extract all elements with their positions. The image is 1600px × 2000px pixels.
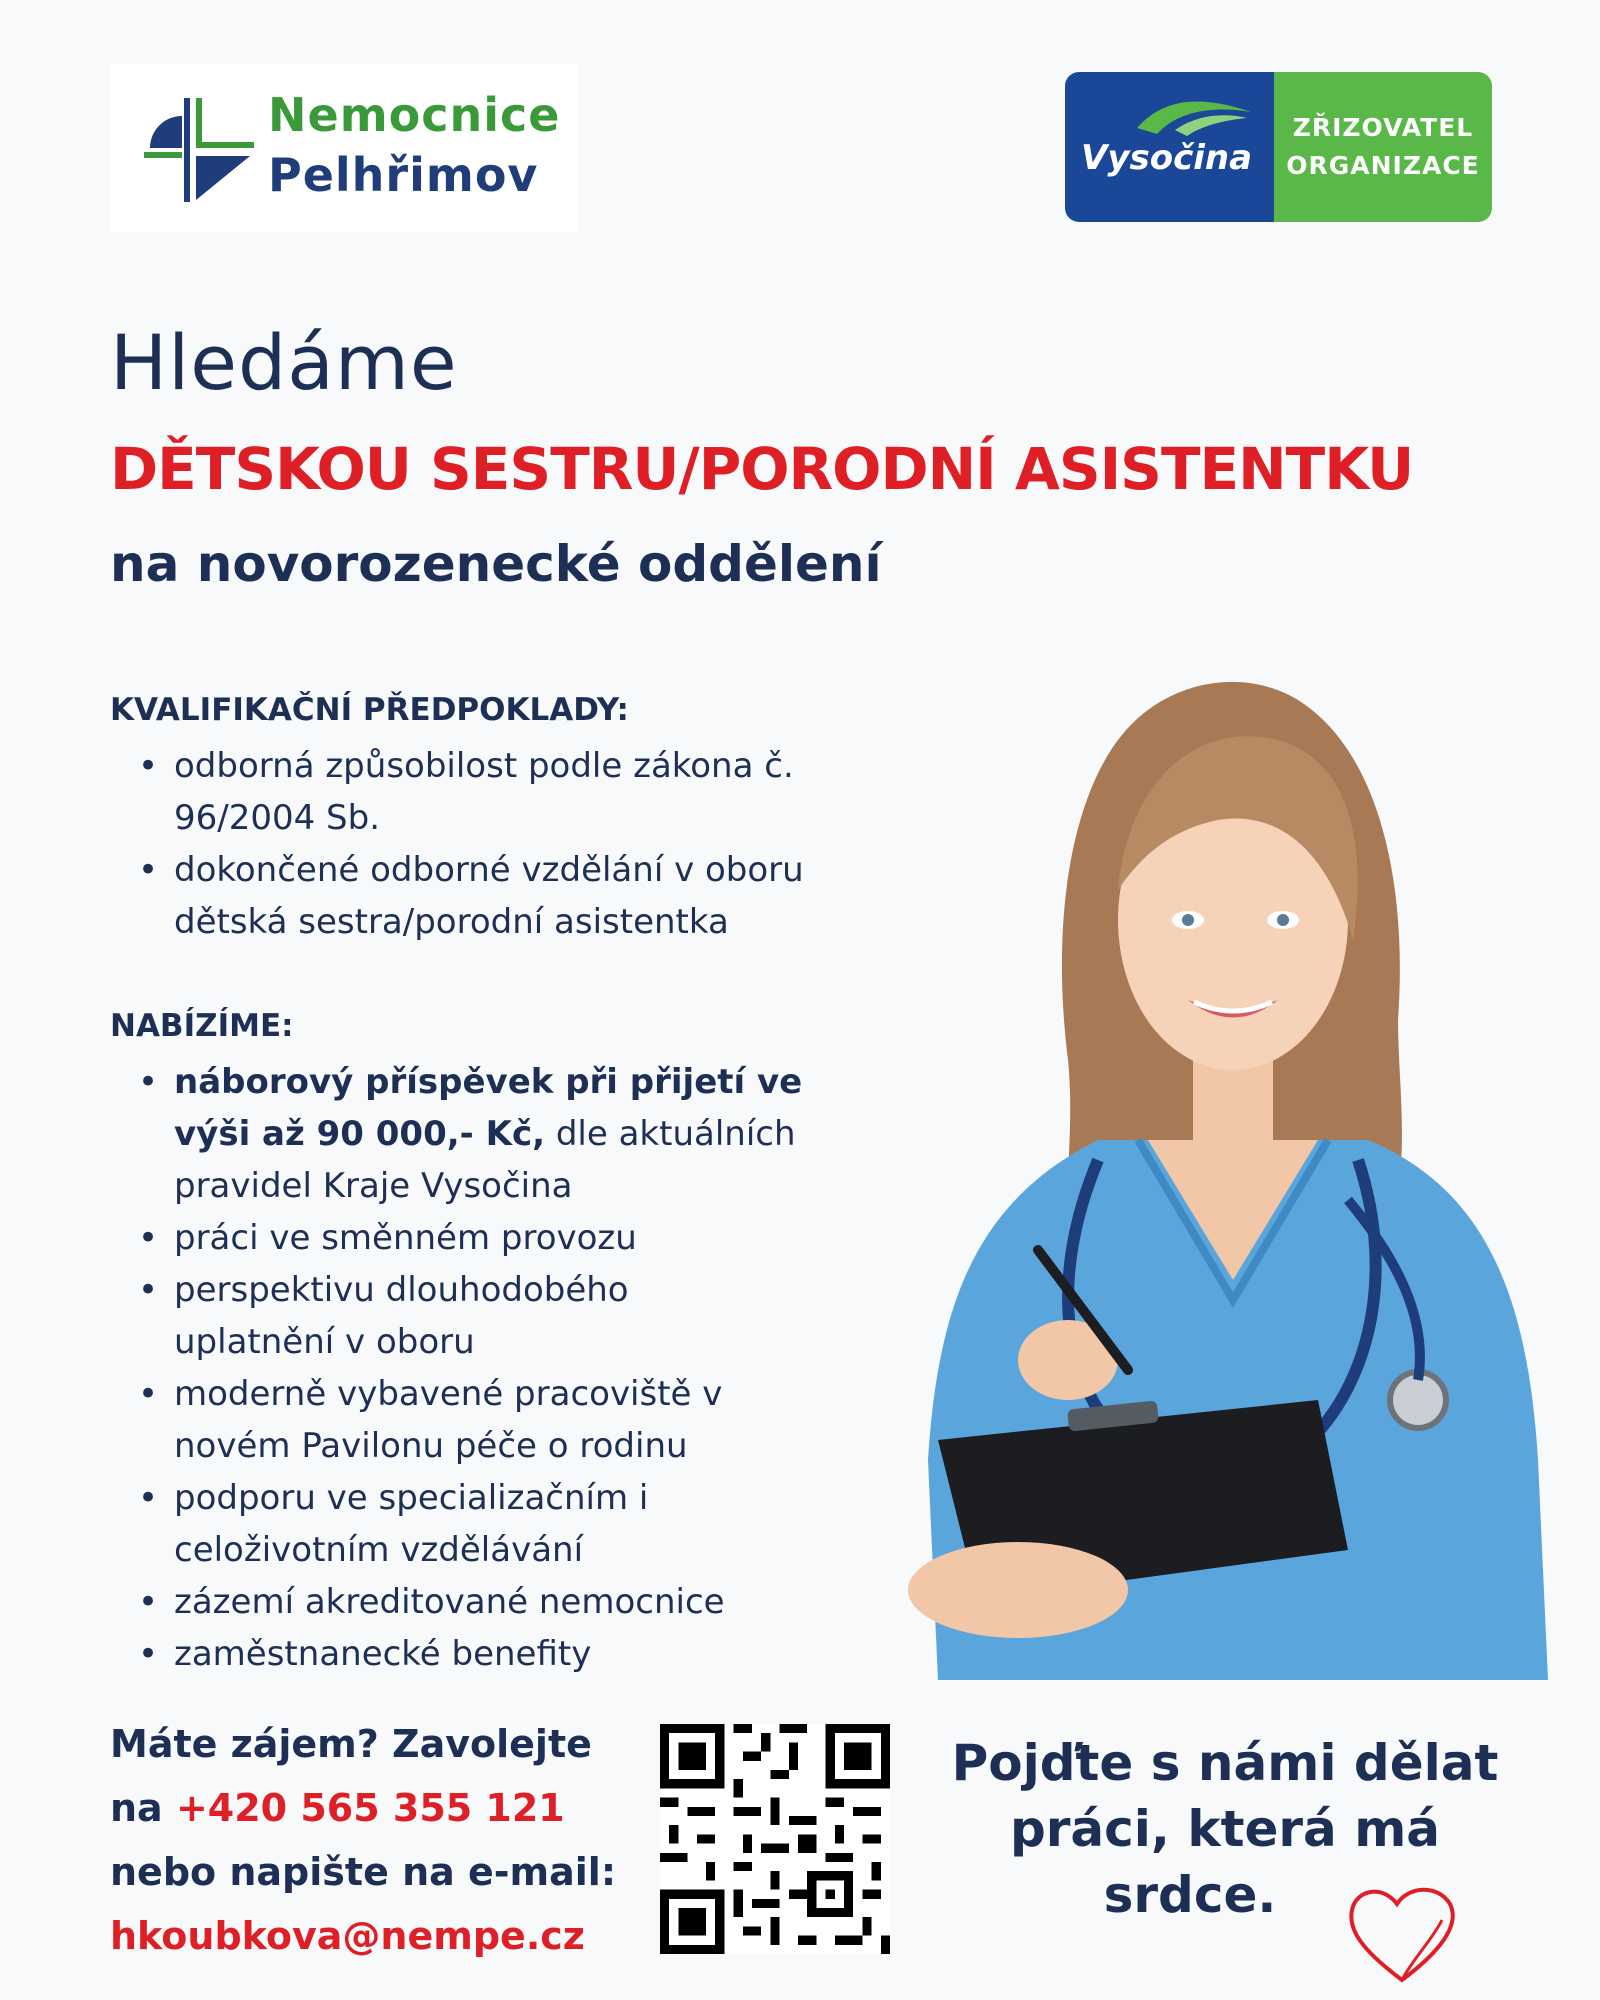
list-item <box>110 740 930 844</box>
nemocnice-pelhrimov-logo <box>110 64 577 232</box>
headline-intro: Hledáme <box>110 318 458 407</box>
contact-info <box>110 1712 670 1968</box>
email-link[interactable]: hkoubkova@nempe.cz <box>110 1914 585 1958</box>
list-item <box>110 1576 890 1628</box>
list-item-line: dle aktuálních <box>545 1114 796 1154</box>
vysocina-founder-logo <box>1065 72 1492 222</box>
list-item-line: novém Pavilonu péče o rodinu <box>174 1426 688 1466</box>
vysocina-brand-panel <box>1065 72 1274 222</box>
hospital-cross-logo-icon <box>140 88 260 208</box>
headline-position: DĚTSKOU SESTRU/PORODNÍ ASISTENTKU <box>110 435 1414 503</box>
heart-icon <box>1342 1880 1462 1990</box>
recruitment-bonus-amount: výši až 90 000,- Kč, <box>174 1114 546 1154</box>
swoosh-icon <box>1135 100 1255 140</box>
list-item <box>110 1212 890 1264</box>
list-item-line: zázemí akreditované nemocnice <box>174 1582 725 1622</box>
list-item-line: podporu ve specializačním i <box>174 1478 649 1518</box>
qualifications-title: KVALIFIKAČNÍ PŘEDPOKLADY: <box>110 692 629 728</box>
phone-link[interactable]: +420 565 355 121 <box>175 1786 565 1830</box>
slogan-line: práci, která má <box>1009 1800 1441 1858</box>
qualifications-list <box>110 740 930 948</box>
recruitment-bonus-text: náborový příspěvek při přijetí ve <box>174 1062 803 1102</box>
nurse-photo <box>898 640 1570 1680</box>
slogan-line: srdce. <box>1103 1866 1277 1924</box>
offer-list <box>110 1056 890 1680</box>
list-item <box>110 1264 890 1368</box>
list-item-line: 96/2004 Sb. <box>174 798 381 838</box>
headline-department: na novorozenecké oddělení <box>110 535 882 593</box>
list-item-line: dokončené odborné vzdělání v oboru <box>174 850 804 890</box>
qr-code[interactable] <box>660 1724 890 1954</box>
list-item-line: zaměstnanecké benefity <box>174 1634 592 1674</box>
list-item <box>110 1472 890 1576</box>
vysocina-brand-text: Vysočina <box>1081 138 1253 178</box>
list-item-line: celoživotním vzdělávání <box>174 1530 584 1570</box>
contact-phone-prefix: na <box>110 1786 176 1830</box>
contact-line-email-label: nebo napište na e-mail: <box>110 1850 617 1894</box>
slogan-line: Pojďte s námi dělat <box>951 1734 1499 1792</box>
list-item <box>110 1628 890 1680</box>
contact-line-interest: Máte zájem? Zavolejte <box>110 1722 592 1766</box>
founder-label-line2: ORGANIZACE <box>1286 151 1480 180</box>
offer-title: NABÍZÍME: <box>110 1008 294 1044</box>
list-item-line: dětská sestra/porodní asistentka <box>174 902 729 942</box>
logo-text-pelhrimov: Pelhřimov <box>268 148 539 202</box>
list-item-line: práci ve směnném provozu <box>174 1218 637 1258</box>
contact-line-phone <box>110 1776 670 1840</box>
founder-label-panel <box>1274 72 1492 222</box>
list-item-line: pravidel Kraje Vysočina <box>174 1166 573 1206</box>
list-item-line: uplatnění v oboru <box>174 1322 475 1362</box>
logo-text-nemocnice: Nemocnice <box>268 88 561 142</box>
list-item-line: odborná způsobilost podle zákona č. <box>174 746 794 786</box>
list-item <box>110 1056 890 1212</box>
list-item-line: perspektivu dlouhodobého <box>174 1270 629 1310</box>
list-item-line: moderně vybavené pracoviště v <box>174 1374 723 1414</box>
list-item <box>110 1368 890 1472</box>
list-item <box>110 844 930 948</box>
founder-label-line1: ZŘIZOVATEL <box>1292 113 1474 142</box>
